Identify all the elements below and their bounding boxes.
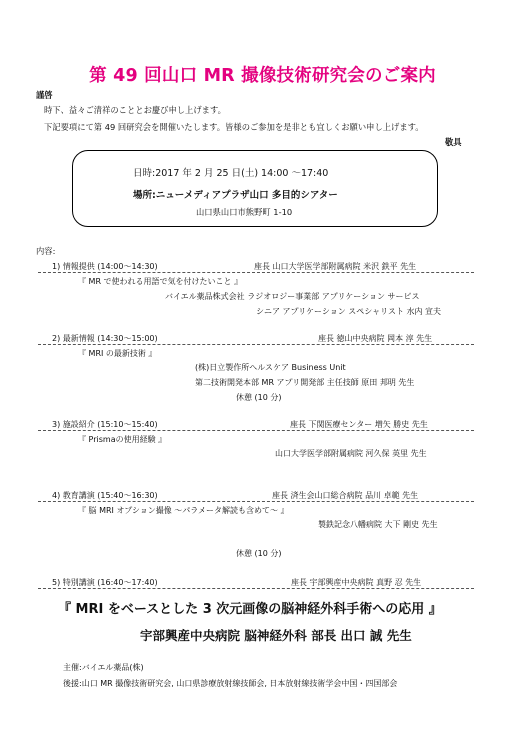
session-5-topic: 『 MRI をベースとした 3 次元画像の脳神経外科手術への応用 』 — [58, 602, 442, 617]
greeting-closing: 敬具 — [445, 137, 462, 147]
session-2-speaker-line-2: 第二技術開発本部 MR アプリ開発部 主任技師 原田 邦明 先生 — [195, 378, 415, 387]
session-5-chair: 座長 宇部興産中央病院 真野 忍 先生 — [291, 578, 422, 587]
session-2-divider — [38, 344, 474, 345]
session-1-chair: 座長 山口大学医学部附属病院 米沢 鉄平 先生 — [254, 262, 417, 271]
greeting-opening: 謹啓 — [36, 90, 53, 100]
session-3-speaker-line-1: 山口大学医学部附属病院 河久保 英里 先生 — [275, 449, 427, 458]
session-4-speaker-line-1: 製鉄記念八幡病院 大下 剛史 先生 — [318, 520, 438, 529]
event-venue: 場所:ニューメディアプラザ山口 多目的シアター — [133, 190, 338, 201]
session-5-header: 5) 特別講演 (16:40〜17:40) — [52, 578, 158, 587]
session-1-divider — [38, 272, 474, 273]
break-1: 休憩 (10 分) — [236, 393, 282, 402]
support: 後援:山口 MR 撮像技術研究会, 山口県診療放射線技師会, 日本放射線技術学会中国・四国部会 — [63, 679, 398, 688]
break-2: 休憩 (10 分) — [236, 549, 282, 558]
page-title: 第 49 回山口 MR 撮像技術研究会のご案内 — [89, 66, 436, 86]
contents-label: 内容: — [36, 246, 56, 256]
event-address: 山口県山口市熊野町 1-10 — [196, 207, 293, 217]
session-4-topic: 『 脳 MRI オプション撮像 〜パラメータ解読も含めて〜 』 — [78, 506, 289, 515]
session-1-speaker-line-1: バイエル薬品株式会社 ラジオロジー事業部 アプリケーション サービス — [165, 292, 420, 301]
session-4-header: 4) 教育講演 (15:40〜16:30) — [52, 491, 158, 500]
session-2-topic: 『 MRI の最新技術 』 — [78, 349, 157, 358]
sponsor: 主催:バイエル薬品(株) — [63, 663, 144, 672]
event-datetime: 日時:2017 年 2 月 25 日(土) 14:00 〜17:40 — [133, 168, 329, 179]
session-3-header: 3) 施設紹介 (15:10〜15:40) — [52, 420, 158, 429]
session-4-divider — [38, 501, 474, 502]
session-3-chair: 座長 下関医療センター 増矢 勝史 先生 — [290, 420, 428, 429]
session-3-topic: 『 Prismaの使用経験 』 — [78, 435, 167, 444]
session-1-speaker-line-2: シニア アプリケーション スペシャリスト 水内 宣夫 — [256, 307, 442, 316]
session-5-speaker: 宇部興産中央病院 脳神経外科 部長 出口 誠 先生 — [140, 628, 412, 643]
session-1-header: 1) 情報提供 (14:00〜14:30) — [52, 262, 158, 271]
session-3-divider — [38, 430, 474, 431]
session-2-header: 2) 最新情報 (14:30〜15:00) — [52, 334, 158, 343]
session-1-topic: 『 MR で使われる用語で気を付けたいこと 』 — [78, 277, 243, 286]
greeting-line-2: 下記要項にて第 49 回研究会を開催いたします。皆様のご参加を是非とも宜しくお願い申し上げます。 — [44, 122, 424, 132]
session-2-chair: 座長 徳山中央病院 岡本 淳 先生 — [318, 334, 433, 343]
session-4-chair: 座長 済生会山口総合病院 品川 卓範 先生 — [272, 491, 419, 500]
greeting-line-1: 時下、益々ご清祥のこととお慶び申し上げます。 — [44, 105, 226, 115]
session-5-divider — [38, 588, 474, 589]
session-2-speaker-line-1: (株)日立製作所ヘルスケア Business Unit — [195, 363, 346, 372]
